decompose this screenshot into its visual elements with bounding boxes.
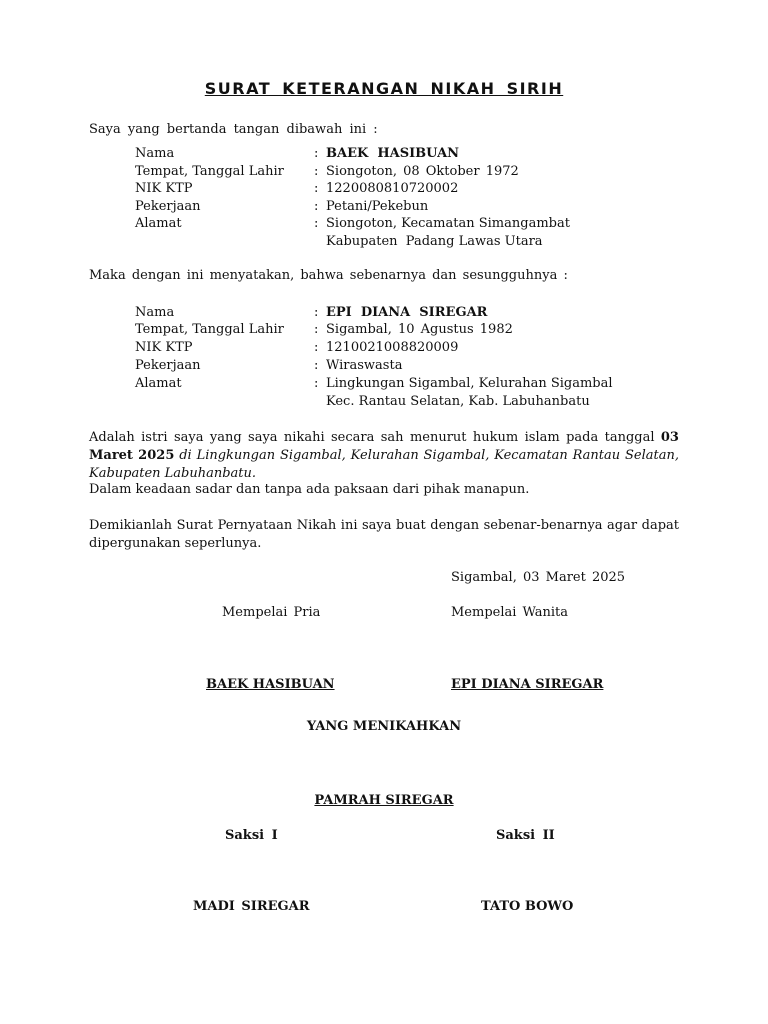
field-label: Alamat bbox=[135, 216, 182, 231]
field-separator: : bbox=[314, 199, 319, 214]
witness-1-name: MADI SIREGAR bbox=[193, 899, 310, 914]
field-value: Petani/Pekebun bbox=[326, 199, 429, 214]
field-label: Tempat, Tanggal Lahir bbox=[135, 164, 284, 179]
address-line-2: Kabupaten Padang Lawas Utara bbox=[326, 234, 543, 249]
bride-signature-name: EPI DIANA SIREGAR bbox=[451, 677, 604, 692]
field-value: Sigambal, 10 Agustus 1982 bbox=[326, 322, 513, 337]
field-separator: : bbox=[314, 146, 319, 161]
field-separator: : bbox=[314, 322, 319, 337]
witness-2-name: TATO BOWO bbox=[481, 899, 574, 914]
field-label: NIK KTP bbox=[135, 181, 193, 196]
field-value: Siongoton, Kecamatan Simangambat bbox=[326, 216, 570, 231]
field-label: Nama bbox=[135, 305, 175, 320]
address-line-2: Kec. Rantau Selatan, Kab. Labuhanbatu bbox=[326, 394, 590, 409]
field-label: Nama bbox=[135, 146, 175, 161]
field-separator: : bbox=[314, 164, 319, 179]
place-date: Sigambal, 03 Maret 2025 bbox=[451, 570, 626, 585]
officiant-signature-name: PAMRAH SIREGAR bbox=[314, 793, 454, 808]
field-separator: : bbox=[314, 181, 319, 196]
field-separator: : bbox=[314, 376, 319, 391]
closing-paragraph: Demikianlah Surat Pernyataan Nikah ini saya buat dengan sebenar-benarnya agar dapat dipergunakan seperlunya. bbox=[89, 518, 679, 551]
witness-2-role: Saksi II bbox=[496, 828, 555, 843]
field-label: Pekerjaan bbox=[135, 199, 201, 214]
groom-signature-name: BAEK HASIBUAN bbox=[206, 677, 335, 692]
marriage-place: di Lingkungan Sigambal, Kelurahan Sigambal, Kecamatan Rantau Selatan, Kabupaten Labuhanbatu. bbox=[89, 448, 679, 481]
marriage-date: 03 Maret 2025 bbox=[89, 430, 679, 463]
witness-1-role: Saksi I bbox=[225, 828, 278, 843]
bride-role: Mempelai Wanita bbox=[451, 605, 569, 620]
field-label: NIK KTP bbox=[135, 340, 193, 355]
marriage-text: Adalah istri saya yang saya nikahi secara sah menurut hukum islam pada tanggal bbox=[89, 430, 655, 445]
field-separator: : bbox=[314, 358, 319, 373]
field-value: Wiraswasta bbox=[326, 358, 403, 373]
field-value: Siongoton, 08 Oktober 1972 bbox=[326, 164, 519, 179]
field-label: Alamat bbox=[135, 376, 182, 391]
consent-paragraph: Dalam keadaan sadar dan tanpa ada paksaan dari pihak manapun. bbox=[89, 482, 530, 497]
field-value: 1220080810720002 bbox=[326, 181, 459, 196]
officiant-role: YANG MENIKAHKAN bbox=[306, 719, 462, 734]
groom-role: Mempelai Pria bbox=[222, 605, 321, 620]
document-title: SURAT KETERANGAN NIKAH SIRIH bbox=[204, 79, 564, 98]
field-separator: : bbox=[314, 305, 319, 320]
field-label: Pekerjaan bbox=[135, 358, 201, 373]
groom-name-value: BAEK HASIBUAN bbox=[326, 146, 460, 161]
bride-name-value: EPI DIANA SIREGAR bbox=[326, 305, 488, 320]
field-value: 1210021008820009 bbox=[326, 340, 459, 355]
field-separator: : bbox=[314, 340, 319, 355]
field-label: Tempat, Tanggal Lahir bbox=[135, 322, 284, 337]
field-value: Lingkungan Sigambal, Kelurahan Sigambal bbox=[326, 376, 613, 391]
statement-text: Maka dengan ini menyatakan, bahwa sebenarnya dan sesungguhnya : bbox=[89, 268, 568, 283]
field-separator: : bbox=[314, 216, 319, 231]
intro-text: Saya yang bertanda tangan dibawah ini : bbox=[89, 122, 378, 137]
marriage-paragraph bbox=[89, 429, 679, 483]
